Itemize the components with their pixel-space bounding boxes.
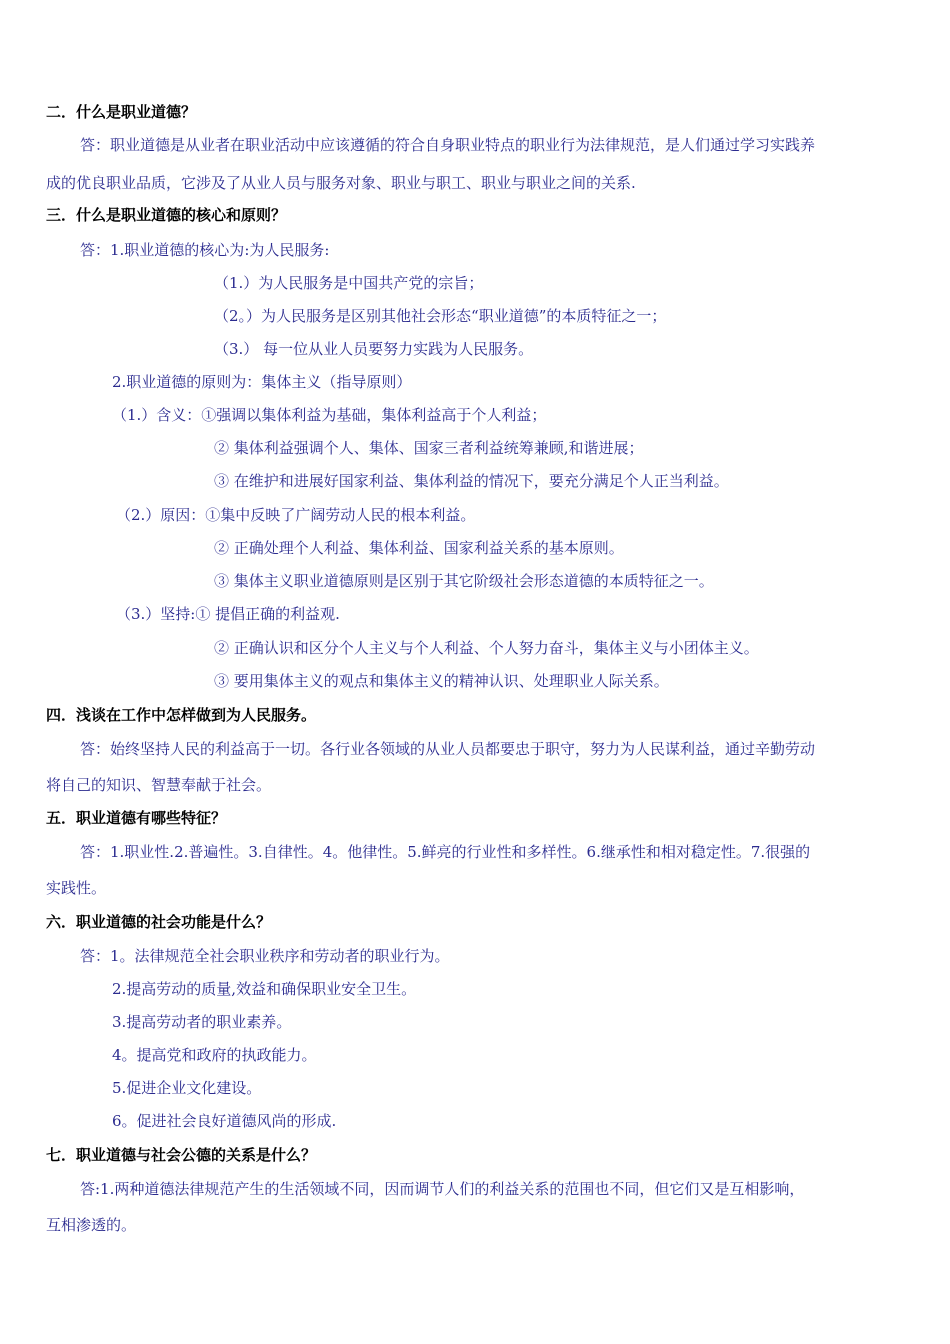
question-5-title: 五．职业道德有哪些特征？: [46, 809, 227, 827]
answer-3-line-6: （1.）含义：①强调以集体利益为基础，集体利益高于个人利益；: [112, 406, 547, 424]
question-2-title: 二．什么是职业道德？: [46, 103, 197, 121]
answer-2-line-1: 答：职业道德是从业者在职业活动中应该遵循的符合自身职业特点的职业行为法律规范，是人们通过学习实践养: [80, 136, 816, 154]
answer-7-line-2: 互相渗透的。: [46, 1216, 137, 1234]
answer-5-line-1: 答：1.职业性.2.普遍性。3.自律性。4。他律性。5.鲜亮的行业性和多样性。6.继承性和相对稳定性。7.很强的: [80, 843, 811, 861]
answer-6-line-1: 答：1。法律规范全社会职业秩序和劳动者的职业行为。: [80, 947, 450, 965]
answer-3-line-1: 答：1.职业道德的核心为:为人民服务:: [80, 241, 330, 259]
answer-3-line-13: ② 正确认识和区分个人主义与个人利益、个人努力奋斗，集体主义与小团体主义。: [214, 639, 759, 657]
question-4-title: 四．浅谈在工作中怎样做到为人民服务。: [46, 706, 317, 724]
question-6-title: 六．职业道德的社会功能是什么？: [46, 913, 272, 931]
question-7-title: 七．职业道德与社会公德的关系是什么？: [46, 1146, 317, 1164]
answer-3-line-7: ② 集体利益强调个人、集体、国家三者利益统筹兼顾,和谐进展；: [214, 439, 644, 457]
answer-3-line-12: （3.）坚持:① 提倡正确的利益观.: [116, 605, 340, 623]
answer-3-line-10: ② 正确处理个人利益、集体利益、国家利益关系的基本原则。: [214, 539, 624, 557]
answer-6-line-3: 3.提高劳动者的职业素养。: [112, 1013, 292, 1031]
answer-3-line-8: ③ 在维护和进展好国家利益、集体利益的情况下，要充分满足个人正当利益。: [214, 472, 729, 490]
question-3-title: 三．什么是职业道德的核心和原则？: [46, 206, 287, 224]
answer-3-line-5: 2.职业道德的原则为：集体主义（指导原则）: [112, 373, 412, 391]
answer-4-line-1: 答：始终坚持人民的利益高于一切。各行业各领域的从业人员都要忠于职守，努力为人民谋利益，通过辛勤劳动: [80, 740, 816, 758]
answer-4-line-2: 将自己的知识、智慧奉献于社会。: [46, 776, 272, 794]
answer-3-line-11: ③ 集体主义职业道德原则是区别于其它阶级社会形态道德的本质特征之一。: [214, 572, 714, 590]
answer-6-line-4: 4。提高党和政府的执政能力。: [112, 1046, 317, 1064]
answer-6-line-5: 5.促进企业文化建设。: [112, 1079, 262, 1097]
answer-6-line-6: 6。促进社会良好道德风尚的形成.: [112, 1112, 337, 1130]
answer-7-line-1: 答:1.两种道德法律规范产生的生活领域不同，因而调节人们的利益关系的范围也不同，但它们又是互相影响，: [80, 1180, 805, 1198]
answer-5-line-2: 实践性。: [46, 879, 107, 897]
answer-3-line-3: （2。）为人民服务是区别其他社会形态“职业道德”的本质特征之一；: [214, 307, 667, 325]
answer-3-line-2: （1.）为人民服务是中国共产党的宗旨；: [214, 274, 484, 292]
answer-6-line-2: 2.提高劳动的质量,效益和确保职业安全卫生。: [112, 980, 417, 998]
answer-2-line-2: 成的优良职业品质，它涉及了从业人员与服务对象、职业与职工、职业与职业之间的关系.: [46, 174, 636, 192]
answer-3-line-9: （2.）原因：①集中反映了广阔劳动人民的根本利益。: [116, 506, 476, 524]
answer-3-line-4: （3.） 每一位从业人员要努力实践为人民服务。: [214, 340, 534, 358]
answer-3-line-14: ③ 要用集体主义的观点和集体主义的精神认识、处理职业人际关系。: [214, 672, 669, 690]
